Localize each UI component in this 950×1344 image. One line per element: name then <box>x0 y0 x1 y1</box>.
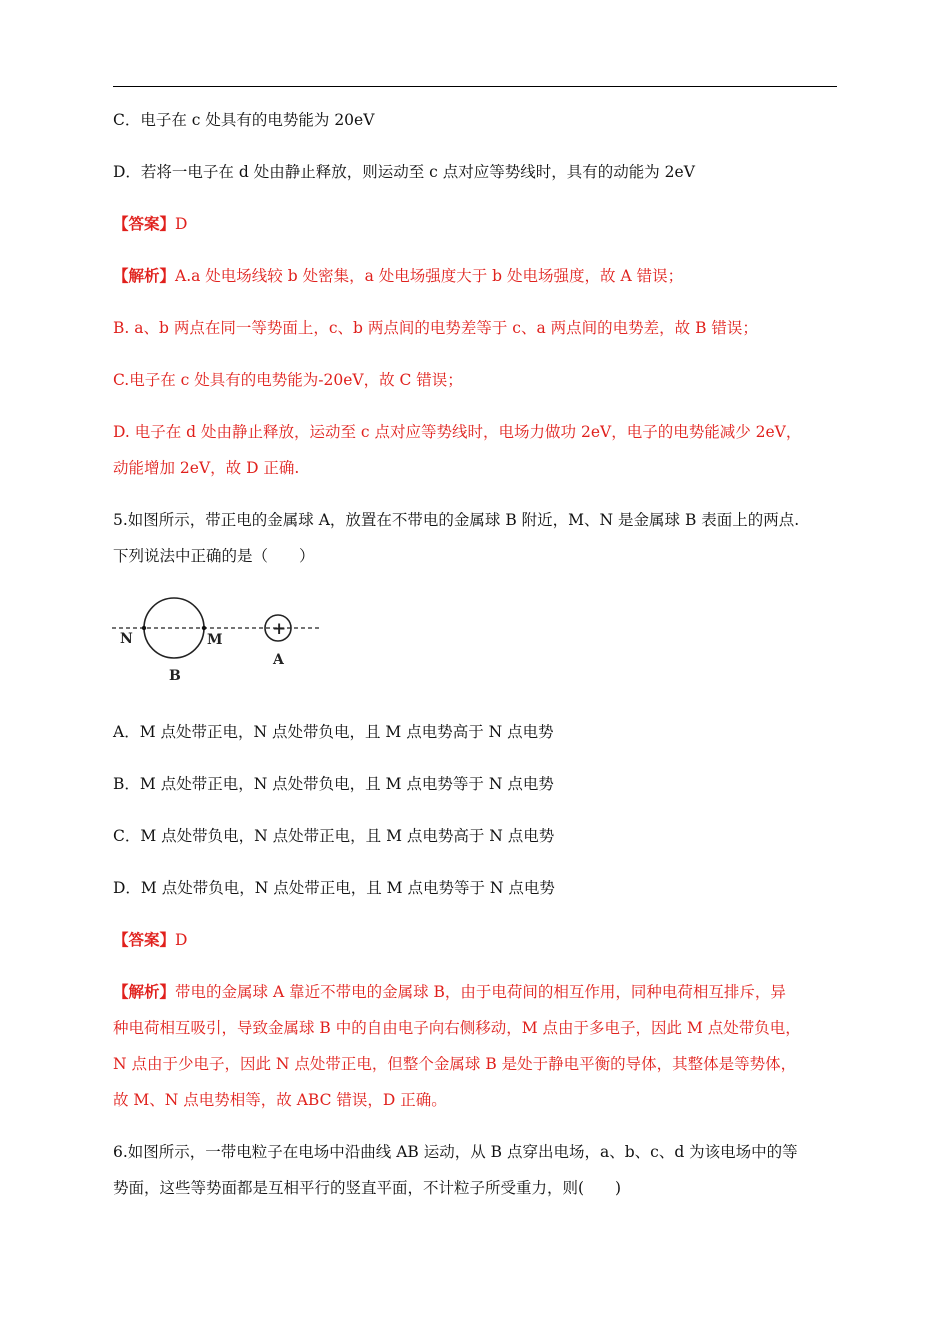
q6-stem-line-1: 6.如图所示，一带电粒子在电场中沿曲线 AB 运动，从 B 点穿出电场，a、b、c、d 为该电场中的等 <box>113 1143 798 1161</box>
analysis-text: 带电的金属球 A 靠近不带电的金属球 B，由于电荷间的相互作用，同种电荷相互排斥，异 <box>175 983 786 1001</box>
label-n: N <box>120 631 133 647</box>
q5-analysis-line-4: 故 M、N 点电势相等，故 ABC 错误，D 正确。 <box>113 1091 447 1109</box>
answer-value: D <box>175 931 188 949</box>
point-m <box>202 626 206 630</box>
q4-analysis-line-2: B. a、b 两点在同一等势面上，c、b 两点间的电势差等于 c、a 两点间的电势差，故 B 错误； <box>113 319 758 337</box>
q5-stem-line-2: 下列说法中正确的是（ ） <box>113 547 315 565</box>
point-n <box>142 626 146 630</box>
analysis-tag: 【解析】 <box>113 266 176 285</box>
q5-option-a: A．M 点处带正电，N 点处带负电，且 M 点电势高于 N 点电势 <box>113 723 554 741</box>
sphere-b <box>144 598 204 658</box>
q4-analysis-line-5: 动能增加 2eV，故 D 正确. <box>113 459 300 477</box>
analysis-tag: 【解析】 <box>113 982 176 1001</box>
q4-option-d: D．若将一电子在 d 处由静止释放，则运动至 c 点对应等势线时，具有的动能为 2eV <box>113 163 695 181</box>
label-m: M <box>207 632 223 648</box>
q5-figure <box>108 590 328 690</box>
q5-stem-line-1: 5.如图所示，带正电的金属球 A，放置在不带电的金属球 B 附近，M、N 是金属球 B 表面上的两点. <box>113 511 800 529</box>
q5-option-d: D．M 点处带负电，N 点处带正电，且 M 点电势等于 N 点电势 <box>113 879 555 897</box>
answer-tag: 【答案】 <box>113 214 176 233</box>
q4-analysis-line-1 <box>113 266 837 286</box>
q4-option-c: C．电子在 c 处具有的电势能为 20eV <box>113 111 375 129</box>
q4-answer <box>113 214 837 234</box>
q5-option-b: B．M 点处带正电，N 点处带负电，且 M 点电势等于 N 点电势 <box>113 775 554 793</box>
analysis-text: A.a 处电场线较 b 处密集，a 处电场强度大于 b 处电场强度，故 A 错误； <box>175 267 684 285</box>
q5-analysis-line-2: 种电荷相互吸引，导致金属球 B 中的自由电子向右侧移动，M 点由于多电子，因此 M 点处带负电， <box>113 1019 801 1037</box>
q4-analysis-line-3: C.电子在 c 处具有的电势能为-20eV，故 C 错误； <box>113 371 463 389</box>
q5-option-c: C．M 点处带负电，N 点处带正电，且 M 点电势高于 N 点电势 <box>113 827 555 845</box>
q5-analysis-line-3: N 点由于少电子，因此 N 点处带正电，但整个金属球 B 是处于静电平衡的导体，其整体是等势体， <box>113 1055 797 1073</box>
q6-stem-line-2: 势面，这些等势面都是互相平行的竖直平面，不计粒子所受重力，则( ) <box>113 1179 622 1197</box>
header-rule <box>113 86 837 87</box>
label-b: B <box>169 668 181 684</box>
q4-analysis-line-4: D. 电子在 d 处由静止释放，运动至 c 点对应等势线时，电场力做功 2eV，电子的电势能减少 2eV， <box>113 423 802 441</box>
q5-analysis-line-1 <box>113 982 837 1002</box>
answer-value: D <box>175 215 188 233</box>
q5-answer <box>113 930 837 950</box>
answer-tag: 【答案】 <box>113 930 176 949</box>
plus-charge-icon: + <box>272 619 287 639</box>
label-a: A <box>273 652 284 668</box>
